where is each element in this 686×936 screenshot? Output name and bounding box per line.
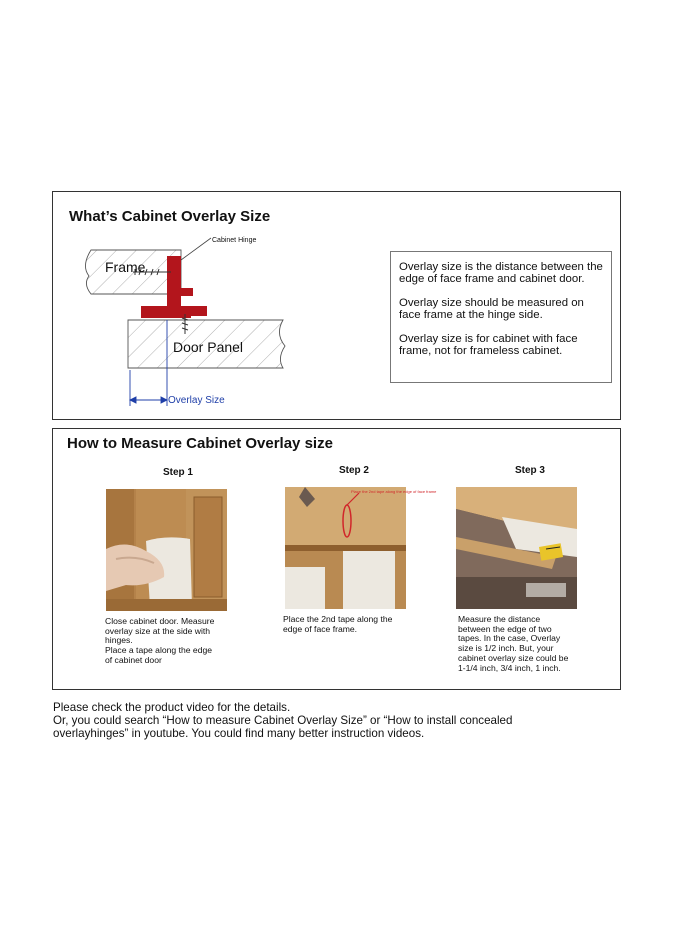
frame-label: Frame <box>105 259 146 275</box>
door-panel-label: Door Panel <box>173 339 244 355</box>
info-paragraph: Overlay size should be measured on face frame at the hinge side. <box>399 297 584 321</box>
section-title-overlay: What’s Cabinet Overlay Size <box>69 208 271 225</box>
footer-note <box>53 702 633 740</box>
info-paragraph: Overlay size is the distance between the edge of face frame and cabinet door. <box>399 261 603 285</box>
step-3-photo <box>456 487 577 609</box>
footer-line: overlayhinges” in youtube. You could find many better instruction videos. <box>53 726 425 740</box>
step-title: Step 2 <box>338 465 369 476</box>
overlay-size-label: Overlay Size <box>168 395 225 406</box>
overlay-info-box <box>390 251 612 383</box>
measure-steps-panel <box>52 428 621 690</box>
photo-annotation: Place the 2nd tape along the edge of face frame <box>351 489 437 494</box>
step-1-photo <box>106 489 227 611</box>
info-paragraph: Overlay size is for cabinet with face frame, not for frameless cabinet. <box>399 333 578 357</box>
step-description: Place the 2nd tape along the edge of face frame. <box>283 614 393 634</box>
step-2-photo <box>285 487 437 609</box>
hinge-pointer-line <box>181 238 211 260</box>
hinge-label: Cabinet Hinge <box>212 237 257 244</box>
step-title: Step 3 <box>514 465 545 476</box>
overlay-definition-panel <box>52 191 621 420</box>
overlay-diagram <box>73 234 383 414</box>
footer-line: Or, you could search “How to measure Cabinet Overlay Size” or “How to install concealed <box>53 713 513 727</box>
step-description: Measure the distance between the edge of two tapes. In the case, Overlay size is 1/2 inch. But, your cabinet overlay size could be 1-1/4 inch, 3/4 inch, 1 inch. <box>458 614 569 673</box>
footer-line: Please check the product video for the details. <box>53 701 291 714</box>
step-title: Step 1 <box>162 467 193 478</box>
step-description: Close cabinet door. Measure overlay size at the side with hinges. Place a tape along the edge of cabinet door <box>105 616 215 665</box>
section-title-measure: How to Measure Cabinet Overlay size <box>67 435 333 452</box>
